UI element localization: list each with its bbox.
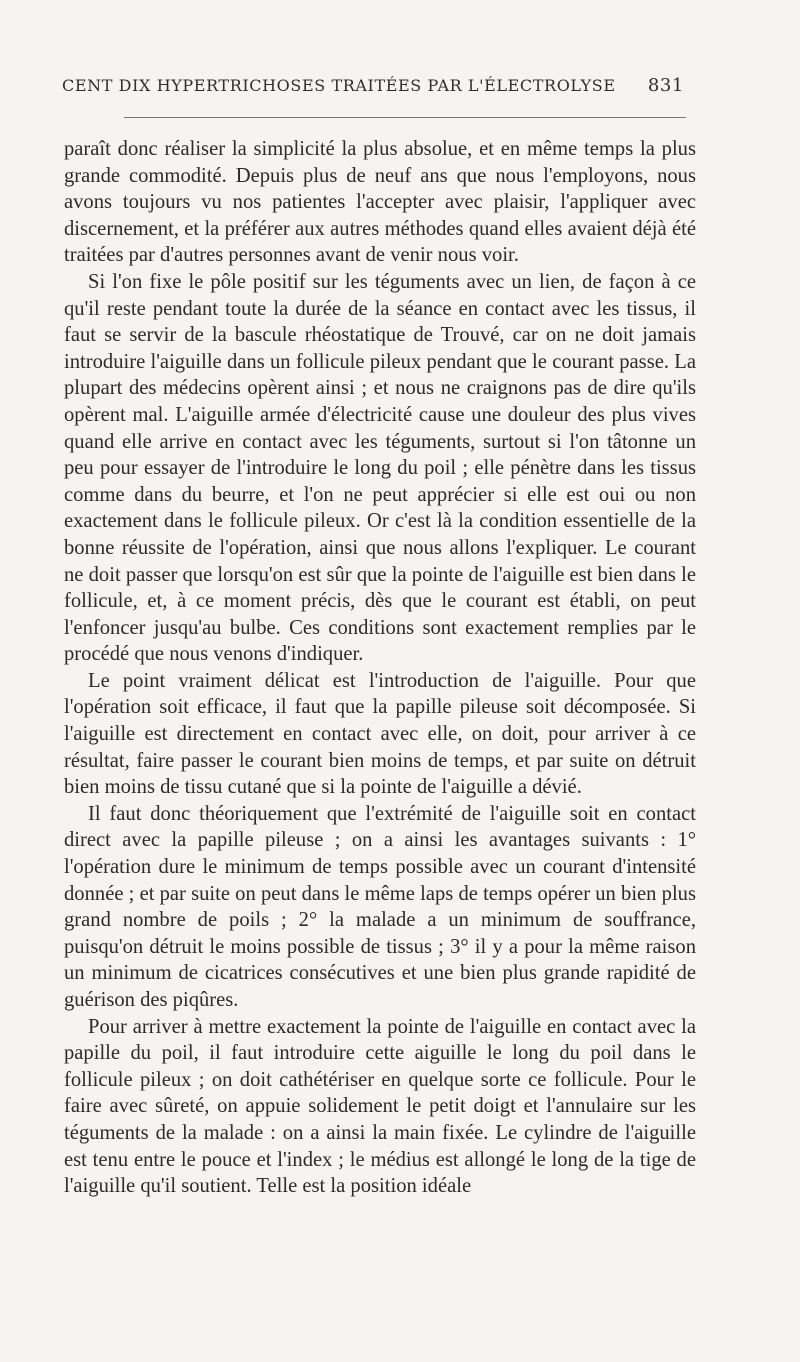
- paragraph-2: Si l'on fixe le pôle positif sur les téguments avec un lien, de façon à ce qu'il reste pendant toute la durée de la séance en contact avec les tissus, il faut se servir de la bascule rhéostatique de Trouvé, car on ne doit jamais introduire l'aiguille dans un follicule pileux pendant que le courant passe. La plupart des médecins opèrent ainsi ; et nous ne craignons pas de dire qu'ils opèrent mal. L'aiguille armée d'électricité cause une douleur des plus vives quand elle arrive en contact avec les téguments, surtout si l'on tâtonne un peu pour essayer de l'introduire le long du poil ; elle pénètre dans les tissus comme dans du beurre, et l'on ne peut apprécier si elle est oui ou non exactement dans le follicule pileux. Or c'est là la condition essentielle de la bonne réussite de l'opération, ainsi que nous allons l'expliquer. Le courant ne doit passer que lorsqu'on est sûr que la pointe de l'aiguille est bien dans le follicule, et, à ce moment précis, dès que le courant est établi, on peut l'enfoncer jusqu'au bulbe. Ces conditions sont exactement remplies par le procédé que nous venons d'indiquer.: [64, 270, 696, 666]
- page-number: 831: [647, 75, 684, 96]
- body-text: [64, 136, 696, 1200]
- header-rule: [124, 117, 686, 118]
- paragraph-1: paraît donc réaliser la simplicité la plus absolue, et en même temps la plus grande commodité. Depuis plus de neuf ans que nous l'employons, nous avons toujours vu nos patientes l'accepter avec plaisir, l'appliquer avec discernement, et la préférer aux autres méthodes quand elles avaient déjà été traitées par d'autres personnes avant de venir nous voir.: [64, 138, 696, 267]
- running-title: CENT DIX HYPERTRICHOSES TRAITÉES PAR L'ÉLECTROLYSE: [62, 76, 616, 95]
- paragraph-5: Pour arriver à mettre exactement la pointe de l'aiguille en contact avec la papille du poil, il faut introduire cette aiguille le long du poil dans le follicule pileux ; on doit cathétériser en quelque sorte ce follicule. Pour le faire avec sûreté, on appuie solidement le petit doigt et l'annulaire sur les téguments de la malade : on a ainsi la main fixée. Le cylindre de l'aiguille est tenu entre le pouce et l'index ; le médius est allongé le long de la tige de l'aiguille qu'il soutient. Telle est la position idéale: [64, 1015, 696, 1198]
- paragraph-4: Il faut donc théoriquement que l'extrémité de l'aiguille soit en contact direct avec la papille pileuse ; on a ainsi les avantages suivants : 1° l'opération dure le minimum de temps possible avec un courant d'intensité donnée ; et par suite on peut dans le même laps de temps opérer un bien plus grand nombre de poils ; 2° la malade a un minimum de souffrance, puisqu'on détruit le moins possible de tissus ; 3° il y a pour la même raison un minimum de cicatrices consécutives et une bien plus grande rapidité de guérison des piqûres.: [64, 802, 696, 1011]
- running-header: [62, 76, 684, 104]
- paragraph-3: Le point vraiment délicat est l'introduction de l'aiguille. Pour que l'opération soit efficace, il faut que la papille pileuse soit décomposée. Si l'aiguille est directement en contact avec elle, on doit, pour arriver à ce résultat, faire passer le courant bien moins de temps, et par suite on détruit bien moins de tissu cutané que si la pointe de l'aiguille a dévié.: [64, 669, 696, 799]
